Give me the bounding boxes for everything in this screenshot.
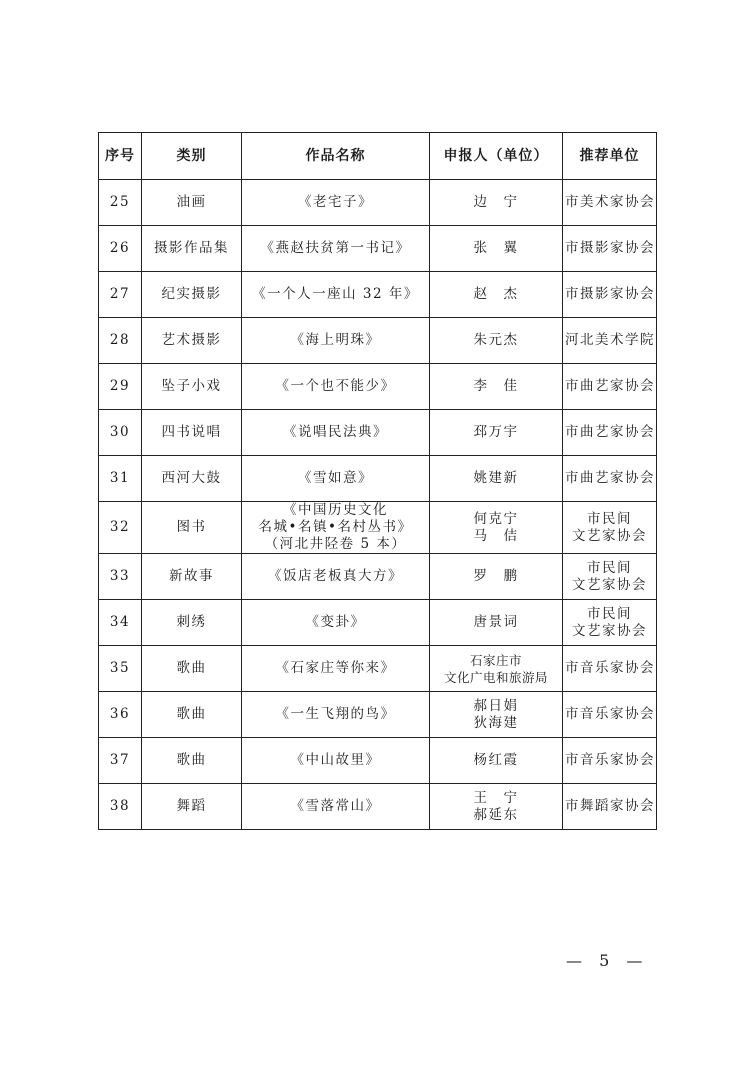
cell-category: 舞蹈 (142, 784, 242, 830)
cell-title (242, 738, 430, 784)
cell-title (242, 364, 430, 410)
cell-recommender-line: 河北美术学院 (565, 332, 655, 348)
table-row (99, 600, 657, 646)
cell-title (242, 554, 430, 600)
cell-applicant (430, 646, 563, 692)
cell-applicant-line: 何克宁 (473, 510, 519, 527)
cell-title-line: 《一个也不能少》 (275, 378, 396, 394)
cell-recommender (563, 784, 657, 830)
cell-title (242, 502, 430, 554)
cell-no: 30 (99, 410, 142, 456)
cell-category: 歌曲 (142, 646, 242, 692)
table-row (99, 502, 657, 554)
table-body (99, 180, 657, 830)
cell-title-line: 《海上明珠》 (290, 332, 381, 348)
cell-recommender-line: 市曲艺家协会 (565, 470, 655, 486)
header-category: 类别 (142, 133, 242, 180)
cell-recommender (563, 502, 657, 554)
cell-title (242, 600, 430, 646)
table-row (99, 226, 657, 272)
table-row (99, 456, 657, 502)
cell-recommender-line: 市民间 (587, 559, 632, 576)
table-row (99, 410, 657, 456)
cell-applicant-line: 张 翼 (473, 240, 519, 256)
table-header-row (99, 133, 657, 180)
cell-no: 31 (99, 456, 142, 502)
cell-no: 28 (99, 318, 142, 364)
cell-recommender-line: 市民间 (587, 605, 632, 622)
cell-category: 新故事 (142, 554, 242, 600)
header-recommender: 推荐单位 (563, 133, 657, 180)
cell-title-line: 名城•名镇•名村丛书》 (258, 519, 413, 535)
cell-applicant-line: 姚建新 (473, 470, 519, 486)
cell-category: 艺术摄影 (142, 318, 242, 364)
cell-no: 34 (99, 600, 142, 646)
cell-recommender (563, 600, 657, 646)
cell-applicant (430, 456, 563, 502)
cell-recommender-line: 文艺家协会 (572, 622, 647, 639)
cell-title-line: 《一个人一座山 32 年》 (252, 286, 419, 302)
cell-applicant-line: 邳万宇 (473, 424, 519, 440)
cell-applicant-line: 赵 杰 (473, 286, 519, 302)
cell-recommender-line: 市美术家协会 (565, 194, 655, 210)
header-no: 序号 (99, 133, 142, 180)
cell-title-line: 《雪落常山》 (290, 798, 381, 814)
cell-category: 图书 (142, 502, 242, 554)
cell-no: 38 (99, 784, 142, 830)
cell-applicant (430, 180, 563, 226)
cell-applicant-line: 李 佳 (473, 378, 519, 394)
cell-no: 37 (99, 738, 142, 784)
cell-recommender-line: 市曲艺家协会 (565, 378, 655, 394)
cell-recommender-line: 文艺家协会 (572, 576, 647, 593)
cell-title (242, 692, 430, 738)
cell-title-line: （河北井陉卷 5 本） (264, 536, 407, 552)
cell-title (242, 272, 430, 318)
cell-recommender-line: 市音乐家协会 (565, 752, 655, 768)
cell-recommender (563, 180, 657, 226)
cell-category: 摄影作品集 (142, 226, 242, 272)
cell-recommender (563, 410, 657, 456)
cell-title-line: 《饭店老板真大方》 (268, 568, 403, 584)
table-row (99, 180, 657, 226)
header-applicant: 申报人（单位） (430, 133, 563, 180)
award-table (98, 132, 657, 830)
cell-category: 油画 (142, 180, 242, 226)
cell-applicant (430, 738, 563, 784)
table-row (99, 554, 657, 600)
cell-applicant-line: 罗 鹏 (473, 568, 519, 584)
cell-recommender-line: 市民间 (587, 510, 632, 527)
cell-recommender-line: 市舞蹈家协会 (565, 798, 655, 814)
cell-recommender (563, 364, 657, 410)
cell-recommender-line: 市摄影家协会 (565, 286, 655, 302)
cell-recommender (563, 646, 657, 692)
cell-category: 歌曲 (142, 738, 242, 784)
cell-applicant-line: 唐景词 (473, 614, 519, 630)
cell-no: 33 (99, 554, 142, 600)
cell-recommender (563, 554, 657, 600)
cell-title (242, 180, 430, 226)
cell-recommender-line: 市摄影家协会 (565, 240, 655, 256)
cell-category: 西河大鼓 (142, 456, 242, 502)
cell-applicant (430, 410, 563, 456)
cell-title (242, 226, 430, 272)
table-row (99, 692, 657, 738)
table-row (99, 318, 657, 364)
cell-recommender-line: 市曲艺家协会 (565, 424, 655, 440)
cell-recommender-line: 市音乐家协会 (565, 660, 655, 676)
cell-category: 坠子小戏 (142, 364, 242, 410)
cell-title (242, 456, 430, 502)
cell-recommender (563, 226, 657, 272)
cell-category: 歌曲 (142, 692, 242, 738)
cell-no: 25 (99, 180, 142, 226)
cell-recommender-line: 文艺家协会 (572, 527, 647, 544)
cell-title-line: 《一生飞翔的鸟》 (275, 706, 396, 722)
cell-recommender (563, 738, 657, 784)
cell-applicant-line: 朱元杰 (473, 332, 519, 348)
cell-applicant-line: 马 佶 (473, 527, 519, 544)
table-row (99, 784, 657, 830)
cell-applicant-line: 狄海建 (473, 714, 519, 731)
table-row (99, 272, 657, 318)
cell-no: 26 (99, 226, 142, 272)
cell-no: 36 (99, 692, 142, 738)
cell-applicant (430, 364, 563, 410)
cell-title-line: 《中山故里》 (290, 752, 381, 768)
cell-applicant-line: 郝延东 (473, 806, 519, 823)
cell-no: 32 (99, 502, 142, 554)
cell-title-line: 《老宅子》 (298, 194, 373, 210)
cell-title-line: 《中国历史文化 (283, 502, 388, 518)
cell-applicant (430, 600, 563, 646)
cell-applicant (430, 318, 563, 364)
cell-applicant-line: 文化广电和旅游局 (443, 669, 548, 685)
cell-no: 35 (99, 646, 142, 692)
cell-title-line: 《雪如意》 (298, 470, 373, 486)
cell-applicant (430, 784, 563, 830)
cell-applicant (430, 692, 563, 738)
cell-applicant-line: 杨红霞 (473, 752, 519, 768)
table-row (99, 738, 657, 784)
cell-applicant-line: 王 宁 (473, 789, 519, 806)
cell-no: 29 (99, 364, 142, 410)
cell-applicant-line: 石家庄市 (469, 652, 522, 668)
cell-title-line: 《石家庄等你来》 (275, 660, 396, 676)
cell-recommender (563, 456, 657, 502)
cell-applicant-line: 边 宁 (473, 194, 519, 210)
cell-title (242, 318, 430, 364)
table-row (99, 646, 657, 692)
cell-title (242, 784, 430, 830)
table-row (99, 364, 657, 410)
header-title: 作品名称 (242, 133, 430, 180)
cell-category: 纪实摄影 (142, 272, 242, 318)
cell-applicant (430, 226, 563, 272)
cell-applicant (430, 554, 563, 600)
cell-applicant (430, 272, 563, 318)
cell-category: 刺绣 (142, 600, 242, 646)
cell-title-line: 《燕赵扶贫第一书记》 (260, 240, 411, 256)
cell-title (242, 646, 430, 692)
cell-no: 27 (99, 272, 142, 318)
cell-recommender (563, 318, 657, 364)
cell-recommender-line: 市音乐家协会 (565, 706, 655, 722)
cell-recommender (563, 272, 657, 318)
cell-applicant (430, 502, 563, 554)
cell-title-line: 《变卦》 (305, 614, 366, 630)
cell-title-line: 《说唱民法典》 (283, 424, 388, 440)
cell-applicant-line: 郝日娟 (473, 697, 519, 714)
cell-recommender (563, 692, 657, 738)
cell-category: 四书说唱 (142, 410, 242, 456)
page-number: — 5 — (566, 951, 649, 970)
cell-title (242, 410, 430, 456)
